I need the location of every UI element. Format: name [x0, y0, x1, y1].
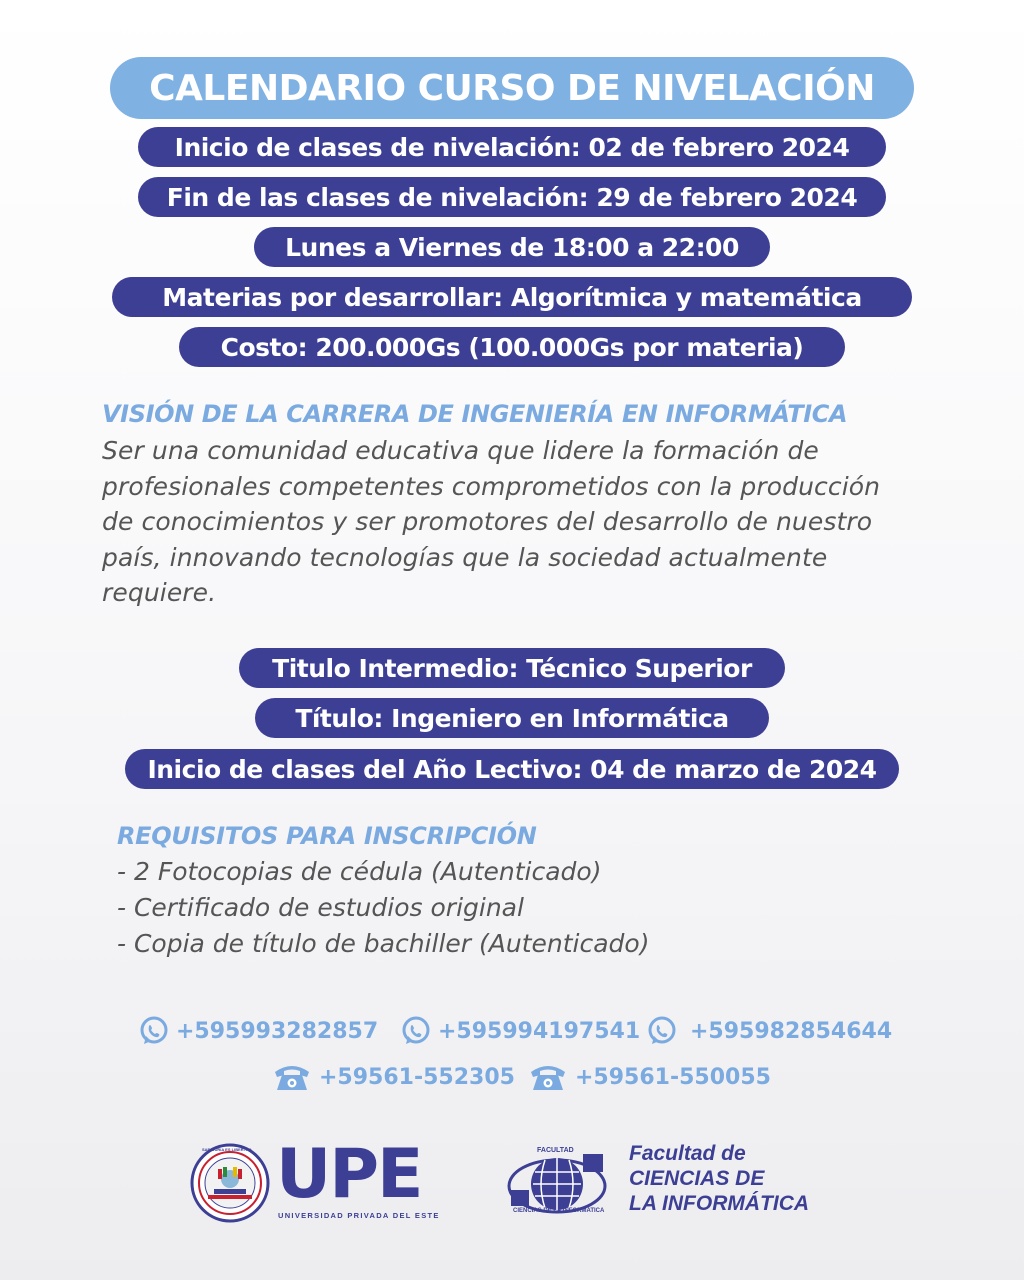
faculty-seal-top: FACULTAD — [537, 1147, 574, 1154]
telephone-icon — [273, 1061, 311, 1093]
faculty-globe-icon — [505, 1146, 609, 1226]
whatsapp-number: +595994197541 — [438, 1018, 641, 1044]
requirements-heading: REQUISITOS PARA INSCRIPCIÓN — [117, 822, 537, 850]
upe-logo — [190, 1135, 440, 1227]
upe-seal-icon — [190, 1143, 270, 1223]
phone-contact-2[interactable] — [529, 1061, 771, 1093]
end-date-pill: Fin de las clases de nivelación: 29 de febrero 2024 — [138, 177, 886, 217]
cost-pill: Costo: 200.000Gs (100.000Gs por materia) — [179, 327, 845, 367]
requirement-item: - Copia de título de bachiller (Autenticado) — [117, 929, 650, 958]
whatsapp-number: +595982854644 — [690, 1018, 893, 1044]
whatsapp-icon — [646, 1015, 678, 1047]
whatsapp-contact-1[interactable] — [138, 1015, 378, 1047]
upe-subtitle: UNIVERSIDAD PRIVADA DEL ESTE — [278, 1211, 440, 1220]
vision-text: Ser una comunidad educativa que lidere la formación de profesionales competentes comprometidos con la producción de conocimientos y ser promotores del desarrollo de nuestro país, innovando tecnologías que la sociedad actualmente requiere. — [102, 436, 881, 607]
faculty-logo — [505, 1140, 845, 1230]
upe-seal-text: SABIDURIA ES LIBERTAD — [202, 1147, 252, 1152]
whatsapp-icon — [400, 1015, 432, 1047]
academic-year-pill: Inicio de clases del Año Lectivo: 04 de marzo de 2024 — [125, 749, 899, 789]
phone-number: +59561-552305 — [319, 1064, 515, 1090]
phone-number: +59561-550055 — [575, 1064, 771, 1090]
schedule-pill: Lunes a Viernes de 18:00 a 22:00 — [254, 227, 770, 267]
degree-title-pill: Título: Ingeniero en Informática — [255, 698, 769, 738]
intermediate-title-pill: Titulo Intermedio: Técnico Superior — [239, 648, 785, 688]
faculty-name-line2: CIENCIAS DE — [629, 1167, 765, 1190]
upe-wordmark: UPE — [276, 1135, 422, 1214]
calendar-title: CALENDARIO CURSO DE NIVELACIÓN — [110, 57, 914, 119]
start-date-pill: Inicio de clases de nivelación: 02 de febrero 2024 — [138, 127, 886, 167]
whatsapp-contact-2[interactable] — [400, 1015, 640, 1047]
whatsapp-icon — [138, 1015, 170, 1047]
faculty-name-line3: LA INFORMÁTICA — [629, 1192, 810, 1215]
whatsapp-number: +595993282857 — [176, 1018, 379, 1044]
telephone-icon — [529, 1061, 567, 1093]
vision-heading: VISIÓN DE LA CARRERA DE INGENIERÍA EN INFORMÁTICA — [102, 400, 848, 428]
faculty-name-line1: Facultad de — [629, 1142, 746, 1165]
phone-contact-1[interactable] — [273, 1061, 515, 1093]
requirement-item: - Certificado de estudios original — [117, 893, 524, 922]
subjects-pill: Materias por desarrollar: Algorítmica y matemática — [112, 277, 912, 317]
whatsapp-contact-3[interactable] — [646, 1015, 892, 1047]
requirement-item: - 2 Fotocopias de cédula (Autenticado) — [117, 857, 602, 886]
faculty-seal-bottom: CIENCIAS DE LA INFORMATICA — [513, 1208, 605, 1214]
